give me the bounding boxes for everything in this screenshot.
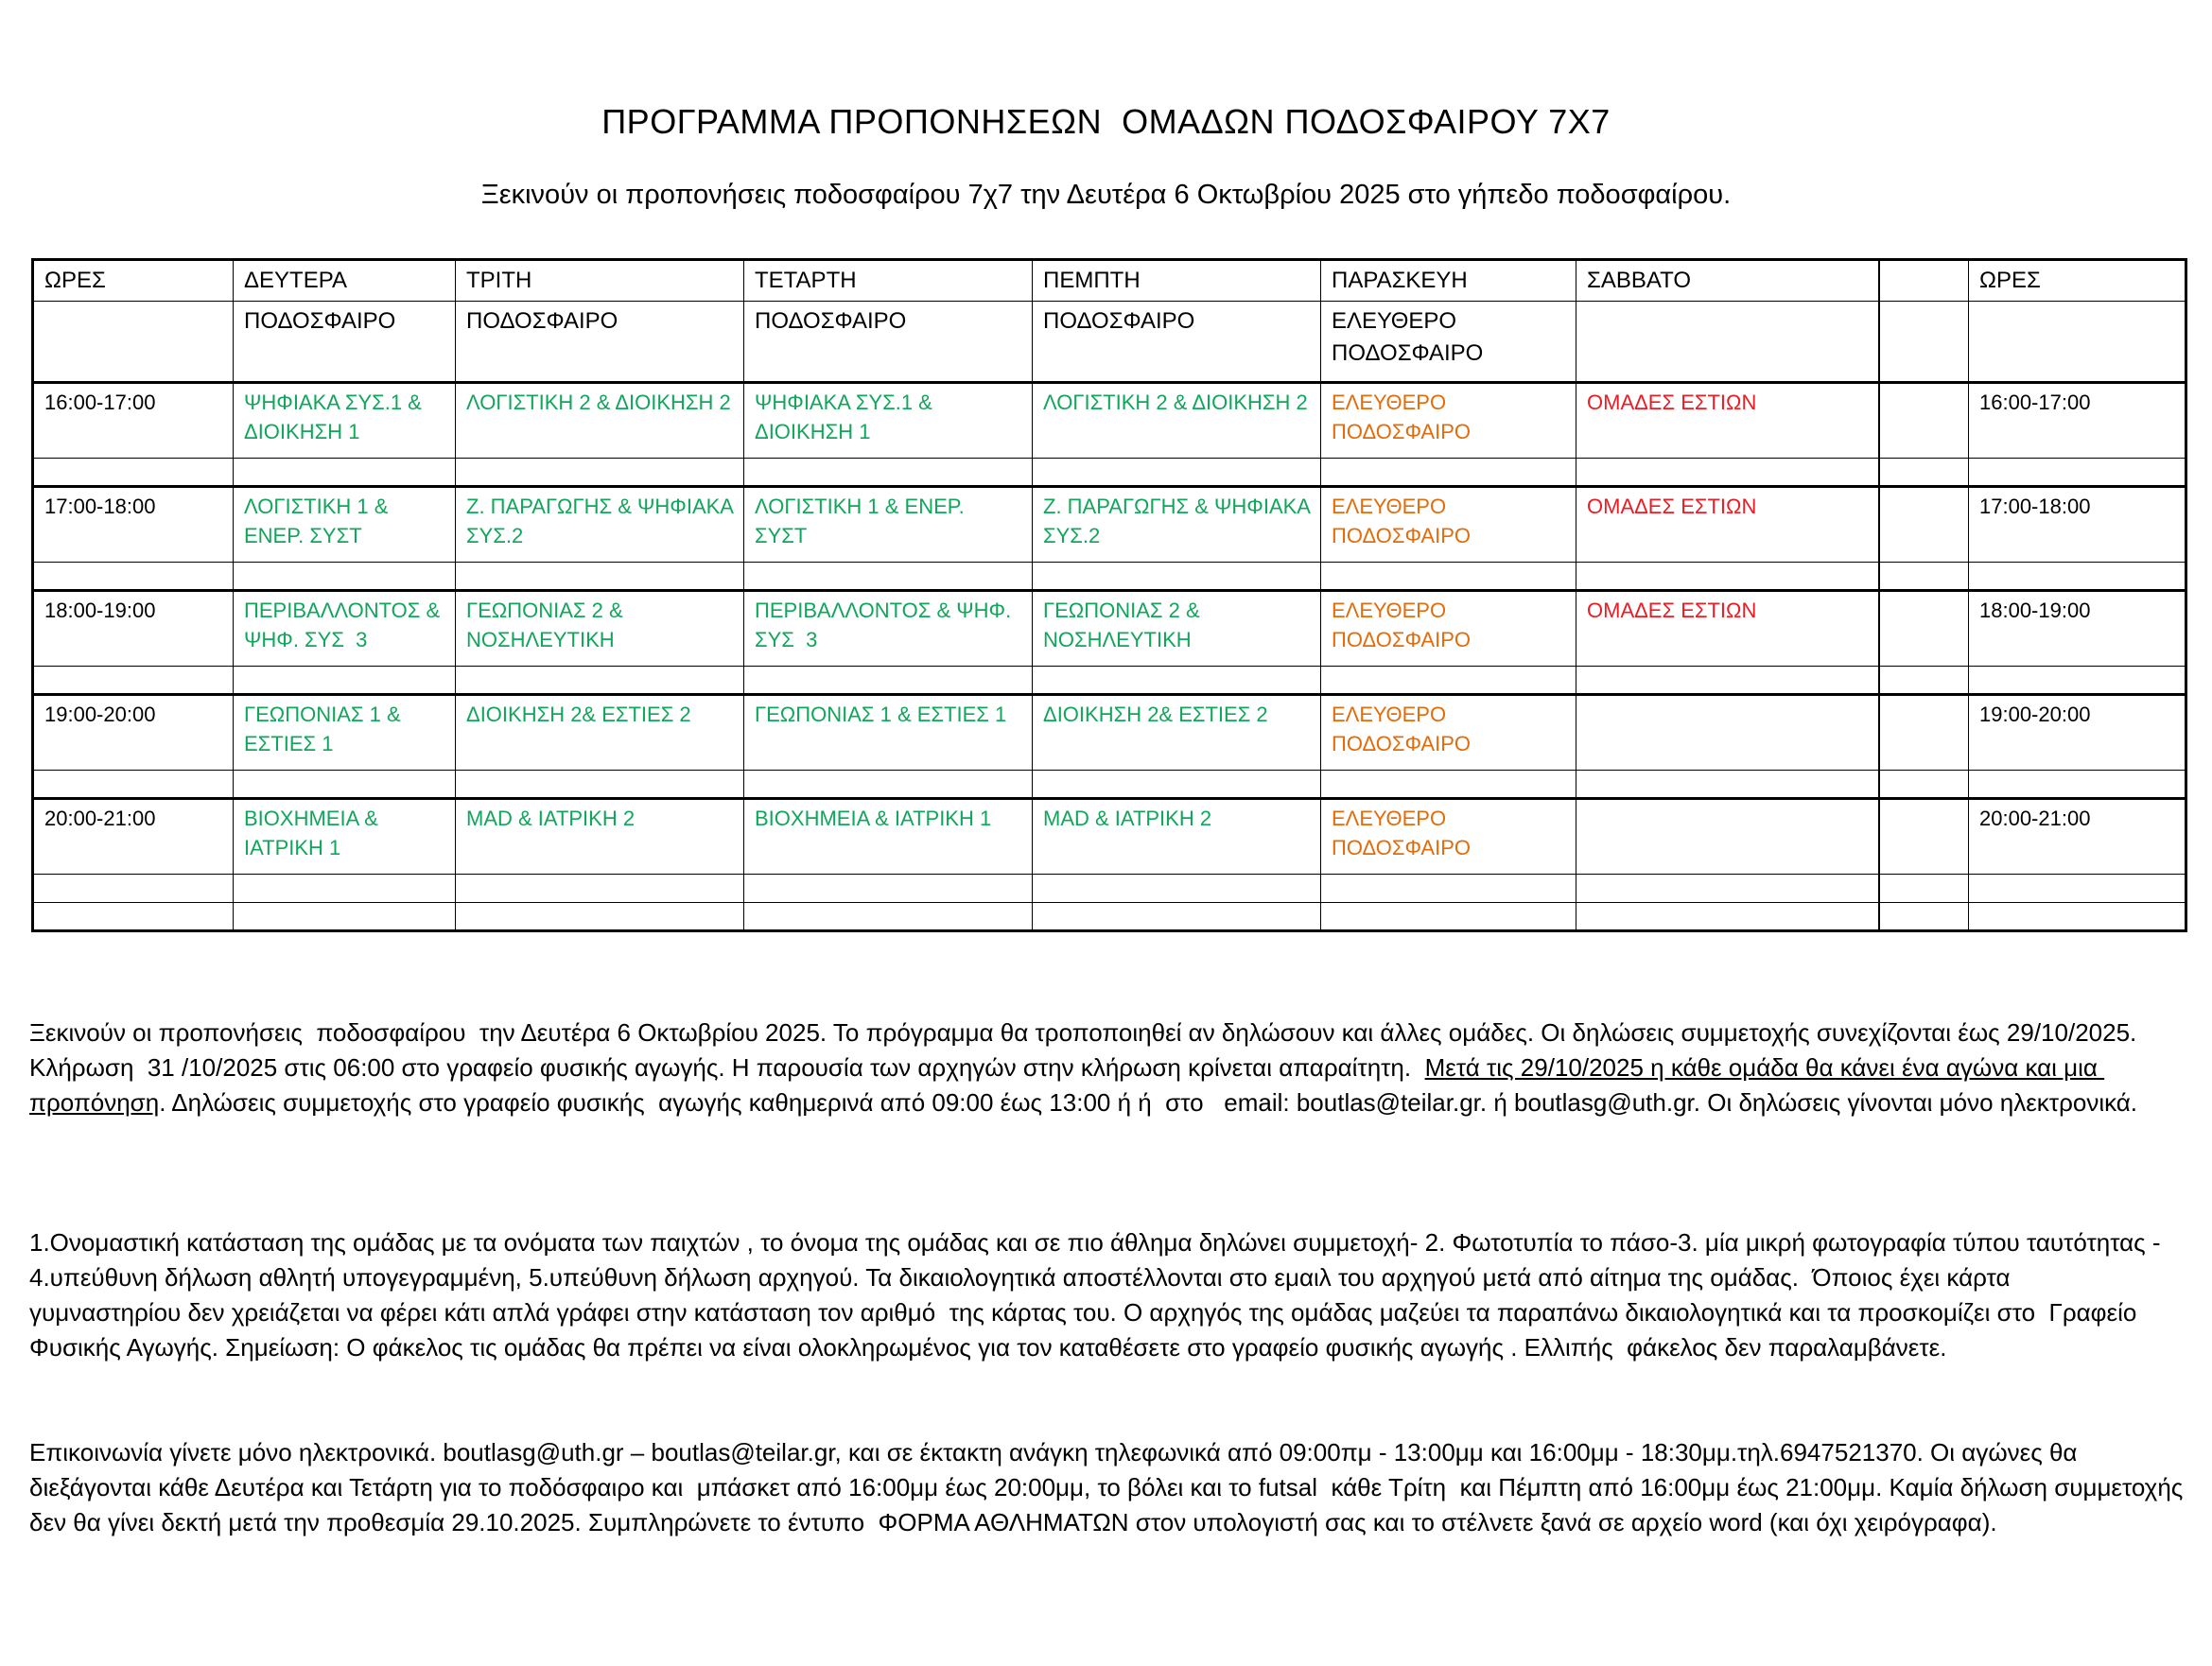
empty-cell [234,667,456,695]
subheader-cell: ΠΟΔΟΣΦΑΙΡΟ [234,302,456,383]
schedule-cell: ΨΗΦΙΑΚΑ ΣΥΣ.1 & ΔΙΟΙΚΗΣΗ 1 [234,383,456,459]
schedule-cell: ΟΜΑΔΕΣ ΕΣΤΙΩΝ [1576,591,1879,667]
schedule-cell: ΟΜΑΔΕΣ ΕΣΤΙΩΝ [1576,383,1879,459]
empty-cell [1033,903,1321,931]
empty-cell [1321,903,1576,931]
empty-cell [1879,591,1969,667]
spacer-row [33,667,2186,695]
empty-cell [1321,875,1576,903]
schedule-cell: ΠΕΡΙΒΑΛΛΟΝΤΟΣ & ΨΗΦ. ΣΥΣ 3 [234,591,456,667]
note-contact-info: Επικοινωνία γίνετε μόνο ηλεκτρονικά. boutlasg@uth.gr – boutlas@teilar.gr, και σε έκτακτη ανάγκη τηλεφωνικά από 09:00πμ - 13:00μμ και 16:00μμ - 18:30μμ.τηλ.6947521370. Οι αγώνες θα διεξάγονται κάθε Δευτέρα και Τετάρτη για το ποδόσφαιρο και μπάσκετ από 16:00μμ έως 20:00μμ, το βόλει και το futsal κάθε Τρίτη και Πέμπτη από 16:00μμ έως 21:00μμ. Καμία δήλωση συμμετοχής δεν θα γίνει δεκτή μετά την προθεσμία 29.10.2025. Συμπληρώνετε το έντυπο ΦΟΡΜΑ ΑΘΛΗΜΑΤΩΝ στον υπολογιστή σας και το στέλνετε ξανά σε αρχείο word (και όχι χειρόγραφα). [29,1438,2190,1537]
empty-cell [33,771,234,799]
subheader-cell [1969,302,2186,383]
schedule-cell: ΕΛΕΥΘΕΡΟ ΠΟΔΟΣΦΑΙΡΟ [1321,383,1576,459]
empty-cell [1576,563,1879,591]
empty-cell [1969,563,2186,591]
empty-cell [456,459,744,487]
schedule-row [33,799,2186,875]
empty-cell [33,667,234,695]
column-header-tuesday: ΤΡΙΤΗ [456,260,744,302]
schedule-cell: ΠΕΡΙΒΑΛΛΟΝΤΟΣ & ΨΗΦ. ΣΥΣ 3 [744,591,1033,667]
schedule-subheader-row [33,302,2186,383]
empty-cell [1321,563,1576,591]
schedule-cell: ΛΟΓΙΣΤΙΚΗ 2 & ΔΙΟΙΚΗΣΗ 2 [1033,383,1321,459]
empty-cell [33,903,234,931]
empty-cell [1879,667,1969,695]
empty-cell [1969,667,2186,695]
schedule-cell: ΓΕΩΠΟΝΙΑΣ 1 & ΕΣΤΙΕΣ 1 [234,695,456,771]
empty-cell [1879,459,1969,487]
subheader-cell: ΠΟΔΟΣΦΑΙΡΟ [744,302,1033,383]
schedule-cell: Ζ. ΠΑΡΑΓΩΓΗΣ & ΨΗΦΙΑΚΑ ΣΥΣ.2 [1033,487,1321,563]
time-cell: 19:00-20:00 [1969,695,2186,771]
empty-cell [744,771,1033,799]
schedule-cell: MAD & ΙΑΤΡΙΚΗ 2 [1033,799,1321,875]
spacer-row [33,903,2186,931]
empty-cell [1033,459,1321,487]
subheader-cell [1879,302,1969,383]
page-title: ΠΡΟΓΡΑΜΜΑ ΠΡΟΠΟΝΗΣΕΩΝ ΟΜΑΔΩΝ ΠΟΔΟΣΦΑΙΡΟΥ 7Χ7 [601,102,1611,141]
empty-cell [456,771,744,799]
time-cell: 20:00-21:00 [1969,799,2186,875]
schedule-cell: ΛΟΓΙΣΤΙΚΗ 1 & ΕΝΕΡ. ΣΥΣΤ [744,487,1033,563]
schedule-cell: ΕΛΕΥΘΕΡΟ ΠΟΔΟΣΦΑΙΡΟ [1321,487,1576,563]
spacer-row [33,771,2186,799]
spacer-row [33,563,2186,591]
empty-cell [1969,459,2186,487]
schedule-cell: ΛΟΓΙΣΤΙΚΗ 1 & ΕΝΕΡ. ΣΥΣΤ [234,487,456,563]
empty-cell [1879,875,1969,903]
empty-cell [1879,799,1969,875]
subheader-cell [1576,302,1879,383]
column-header-thursday: ΠΕΜΠΤΗ [1033,260,1321,302]
column-header-friday: ΠΑΡΑΣΚΕΥΗ [1321,260,1576,302]
time-cell: 17:00-18:00 [33,487,234,563]
empty-cell [1576,875,1879,903]
subheader-cell: ΠΟΔΟΣΦΑΙΡΟ [1033,302,1321,383]
empty-cell [744,667,1033,695]
schedule-row [33,695,2186,771]
empty-cell [234,875,456,903]
time-cell: 19:00-20:00 [33,695,234,771]
time-cell: 16:00-17:00 [33,383,234,459]
column-header-monday: ΔΕΥΤΕΡΑ [234,260,456,302]
schedule-cell: ΕΛΕΥΘΕΡΟ ΠΟΔΟΣΦΑΙΡΟ [1321,695,1576,771]
schedule-cell: ΒΙΟΧΗΜΕΙΑ & ΙΑΤΡΙΚΗ 1 [744,799,1033,875]
empty-cell [1879,383,1969,459]
empty-cell [1321,771,1576,799]
column-header-hours-right: ΩΡΕΣ [1969,260,2186,302]
column-header-hours: ΩΡΕΣ [33,260,234,302]
empty-cell [33,875,234,903]
schedule-cell: ΓΕΩΠΟΝΙΑΣ 2 & ΝΟΣΗΛΕΥΤΙΚΗ [1033,591,1321,667]
schedule-cell: ΓΕΩΠΟΝΙΑΣ 1 & ΕΣΤΙΕΣ 1 [744,695,1033,771]
empty-cell [1969,771,2186,799]
empty-cell [744,875,1033,903]
schedule-header-row [33,260,2186,302]
page-subtitle: Ξεκινούν οι προπονήσεις ποδοσφαίρου 7χ7 την Δευτέρα 6 Οκτωβρίου 2025 στο γήπεδο ποδοσφαίρου. [480,180,1732,210]
empty-cell [1033,771,1321,799]
time-cell: 17:00-18:00 [1969,487,2186,563]
spacer-row [33,459,2186,487]
empty-cell [1321,459,1576,487]
empty-cell [1969,875,2186,903]
empty-cell [1033,875,1321,903]
schedule-cell: ΨΗΦΙΑΚΑ ΣΥΣ.1 & ΔΙΟΙΚΗΣΗ 1 [744,383,1033,459]
note-required-documents: 1.Ονομαστική κατάσταση της ομάδας με τα ονόματα των παιχτών , το όνομα της ομάδας και σε πιο άθλημα δηλώνει συμμετοχή- 2. Φωτοτυπία το πάσο-3. μία μικρή φωτογραφία τύπου ταυτότητας - 4.υπεύθυνη δήλωση αθλητή υπογεγραμμένη, 5.υπεύθυνη δήλωση αρχηγού. Τα δικαιολογητικά αποστέλλονται στο εμαιλ του αρχηγού μετά από αίτημα της ομάδας. Όποιος έχει κάρτα γυμναστηρίου δεν χρειάζεται να φέρει κάτι απλά γράφει στην κατάσταση τον αριθμό της κάρτας του. Ο αρχηγός της ομάδας μαζεύει τα παραπάνω δικαιολογητικά και τα προσκομίζει στο Γραφείο Φυσικής Αγωγής. Σημείωση: Ο φάκελος τις ομάδας θα πρέπει να είναι ολοκληρωμένος για τον καταθέσετε στο γραφείο φυσικής αγωγής . Ελλιπής φάκελος δεν παραλαμβάνετε. [29,1228,2168,1362]
empty-cell [1879,903,1969,931]
note-registration-text-end: . Δηλώσεις συμμετοχής στο γραφείο φυσικής αγωγής καθημερινά από 09:00 έως 13:00 ή ή στο email: boutlas@teilar.gr. ή boutlasg@uth.gr. Οι δηλώσεις γίνονται μόνο ηλεκτρονικά. [159,1088,2138,1118]
empty-cell [1969,903,2186,931]
empty-cell [1879,695,1969,771]
subheader-cell [33,302,234,383]
note-registration-underlined: Μετά τις 29/10/2025 η κάθε ομάδα θα κάνει ένα αγώνα και μια προπόνηση [29,1053,2105,1118]
time-cell: 18:00-19:00 [33,591,234,667]
empty-cell [1879,771,1969,799]
column-header-saturday: ΣΑΒΒΑΤΟ [1576,260,1879,302]
schedule-cell: ΒΙΟΧΗΜΕΙΑ & ΙΑΤΡΙΚΗ 1 [234,799,456,875]
empty-cell [1033,667,1321,695]
empty-cell [33,563,234,591]
note-registration-text: Ξεκινούν οι προπονήσεις ποδοσφαίρου την Δευτέρα 6 Οκτωβρίου 2025. Το πρόγραμμα θα τροποποιηθεί αν δηλώσουν και άλλες ομάδες. Οι δηλώσεις συμμετοχής συνεχίζονται έως 29/10/2025. Κλήρωση 31 /10/2025 στις 06:00 στο γραφείο φυσικής αγωγής. Η παρουσία των αρχηγών στην κλήρωση κρίνεται απαραίτητη. [29,1018,2151,1083]
empty-cell [456,903,744,931]
schedule-cell: MAD & ΙΑΤΡΙΚΗ 2 [456,799,744,875]
empty-cell [744,903,1033,931]
empty-cell [1879,487,1969,563]
schedule-cell: Ζ. ΠΑΡΑΓΩΓΗΣ & ΨΗΦΙΑΚΑ ΣΥΣ.2 [456,487,744,563]
empty-cell [1576,459,1879,487]
subheader-cell: ΕΛΕΥΘΕΡΟ ΠΟΔΟΣΦΑΙΡΟ [1321,302,1576,383]
empty-cell [1576,771,1879,799]
subheader-cell: ΠΟΔΟΣΦΑΙΡΟ [456,302,744,383]
schedule-cell: ΓΕΩΠΟΝΙΑΣ 2 & ΝΟΣΗΛΕΥΤΙΚΗ [456,591,744,667]
empty-cell [1576,667,1879,695]
empty-cell [1576,903,1879,931]
schedule-cell: ΟΜΑΔΕΣ ΕΣΤΙΩΝ [1576,487,1879,563]
empty-cell [33,459,234,487]
schedule-cell: ΛΟΓΙΣΤΙΚΗ 2 & ΔΙΟΙΚΗΣΗ 2 [456,383,744,459]
time-cell: 18:00-19:00 [1969,591,2186,667]
empty-cell [1879,563,1969,591]
spacer-row [33,875,2186,903]
empty-cell [234,459,456,487]
empty-cell [744,563,1033,591]
empty-cell [234,903,456,931]
empty-cell [1033,563,1321,591]
empty-cell [1576,695,1879,771]
empty-cell [456,667,744,695]
schedule-cell: ΔΙΟΙΚΗΣΗ 2& ΕΣΤΙΕΣ 2 [1033,695,1321,771]
column-header-wednesday: ΤΕΤΑΡΤΗ [744,260,1033,302]
empty-cell [744,459,1033,487]
schedule-cell: ΕΛΕΥΘΕΡΟ ΠΟΔΟΣΦΑΙΡΟ [1321,799,1576,875]
column-header-blank [1879,260,1969,302]
empty-cell [456,875,744,903]
empty-cell [1321,667,1576,695]
note-registration [29,1015,2186,1120]
notes-section [29,946,2190,1575]
schedule-cell: ΔΙΟΙΚΗΣΗ 2& ΕΣΤΙΕΣ 2 [456,695,744,771]
schedule-row [33,487,2186,563]
empty-cell [456,563,744,591]
time-cell: 20:00-21:00 [33,799,234,875]
empty-cell [234,771,456,799]
schedule-row [33,383,2186,459]
schedule-row [33,591,2186,667]
empty-cell [234,563,456,591]
time-cell: 16:00-17:00 [1969,383,2186,459]
schedule-body [33,383,2186,931]
schedule-cell: ΕΛΕΥΘΕΡΟ ΠΟΔΟΣΦΑΙΡΟ [1321,591,1576,667]
schedule-table [31,258,2187,932]
empty-cell [1576,799,1879,875]
